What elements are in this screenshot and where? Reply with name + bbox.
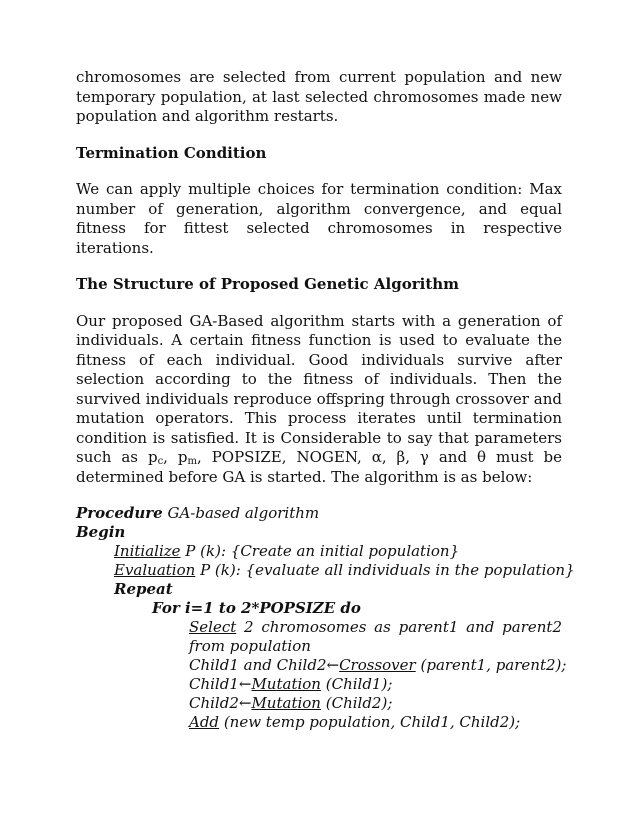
- crossover-text: (parent1, parent2);: [415, 656, 567, 674]
- mutation1-line: [76, 675, 562, 694]
- intro-paragraph: chromosomes are selected from current population and new temporary population, at last selected chromosomes made new population and algorithm restarts.: [76, 68, 562, 125]
- mutation2-keyword: Mutation: [251, 694, 321, 712]
- evaluation-keyword: Evaluation: [114, 561, 196, 579]
- subscript-m: m: [187, 456, 197, 467]
- initialize-text: P (k): {Create an initial population}: [180, 542, 460, 560]
- procedure-keyword: Procedure: [76, 504, 163, 522]
- mutation2-text: (Child2);: [320, 694, 393, 712]
- procedure-name: GA-based algorithm: [162, 504, 320, 522]
- structure-text-a: Our proposed GA-Based algorithm starts with a generation of individuals. A certain fitness function is used to evaluate the fitness of each individual. Good individuals survive after selection according to the fitness of individuals. Then the survived individuals reproduce offspring through crossover and mutation operators. This process iterates until termination condition is satisfied. It is Considerable to say that parameters such as p: [76, 311, 562, 466]
- mutation1-prefix: Child1←: [189, 675, 252, 693]
- subscript-c: c: [157, 456, 164, 467]
- mutation2-line: [76, 694, 562, 713]
- select-line: [76, 618, 562, 656]
- evaluation-text: P (k): {evaluate all individuals in the population}: [195, 561, 575, 579]
- add-line: [76, 713, 562, 732]
- mutation1-keyword: Mutation: [251, 675, 321, 693]
- initialize-line: [76, 542, 562, 561]
- structure-comma: , p: [163, 448, 188, 466]
- termination-paragraph: We can apply multiple choices for termination condition: Max number of generation, algorithm convergence, and equal fitness for fittest selected chromosomes in respective iterations.: [76, 180, 562, 257]
- add-keyword: Add: [189, 713, 220, 731]
- for-line: For i=1 to 2*POPSIZE do: [152, 599, 361, 617]
- crossover-line: [76, 656, 567, 675]
- termination-heading: Termination Condition: [76, 143, 267, 162]
- select-text: 2 chromosomes as parent1 and parent2 from population: [189, 618, 562, 655]
- mutation1-text: (Child1);: [320, 675, 393, 693]
- crossover-keyword: Crossover: [339, 656, 416, 674]
- structure-heading: The Structure of Proposed Genetic Algorithm: [76, 275, 460, 293]
- initialize-keyword: Initialize: [114, 542, 181, 560]
- evaluation-line: [76, 561, 575, 580]
- document-page: [76, 68, 575, 732]
- structure-paragraph: [76, 312, 562, 488]
- crossover-prefix: Child1 and Child2←: [189, 656, 340, 674]
- begin-line: Begin: [76, 523, 126, 541]
- mutation2-prefix: Child2←: [189, 694, 252, 712]
- select-keyword: Select: [189, 618, 237, 636]
- add-text: (new temp population, Child1, Child2);: [219, 713, 521, 731]
- repeat-line: Repeat: [114, 580, 173, 598]
- algorithm-block: [76, 504, 575, 732]
- procedure-line: [76, 504, 562, 523]
- structure-text-b: , POPSIZE, NOGEN, α, β, γ and θ must be determined before GA is started. The algorithm is as below:: [76, 448, 563, 486]
